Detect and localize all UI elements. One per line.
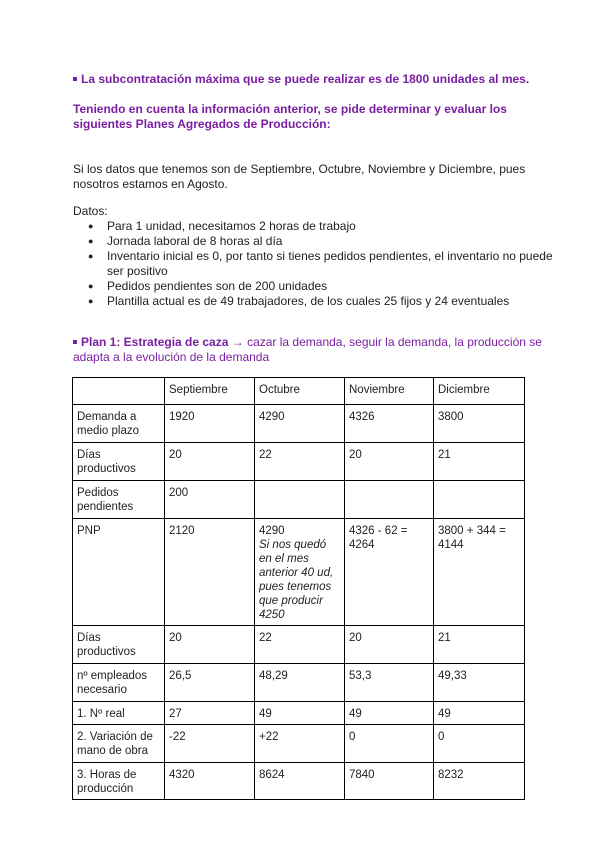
table-cell: 7840 — [345, 763, 434, 800]
datos-list — [73, 219, 562, 309]
row-label: nº empleados necesario — [73, 664, 165, 702]
table-cell: -22 — [165, 725, 255, 763]
table-cell: 8624 — [255, 763, 345, 800]
table-cell: 20 — [345, 626, 434, 664]
table-cell: 49,33 — [434, 664, 525, 702]
header-cell — [73, 378, 165, 405]
row-label: 3. Horas de producción — [73, 763, 165, 800]
plan1-line-1 — [73, 335, 542, 350]
plan1-desc-1: → cazar la demanda, seguir la demanda, la producción se — [231, 335, 542, 349]
list-item: ● Inventario inicial es 0, por tanto si tienes pedidos pendientes, el inventario no puede ser positivo — [73, 249, 562, 279]
table-cell — [255, 519, 345, 626]
table-row — [73, 481, 525, 519]
table-row — [73, 443, 525, 481]
table-cell: 22 — [255, 443, 345, 481]
table-cell: 21 — [434, 626, 525, 664]
list-item: ● Para 1 unidad, necesitamos 2 horas de trabajo — [73, 219, 562, 234]
context-line-2: nosotros estamos en Agosto. — [73, 177, 228, 191]
table-cell: 20 — [165, 443, 255, 481]
list-item: ● Pedidos pendientes son de 200 unidades — [73, 279, 562, 294]
row-label: Demanda a medio plazo — [73, 405, 165, 443]
header-cell: Noviembre — [345, 378, 434, 405]
row-label: Días productivos — [73, 443, 165, 481]
table-cell: 4320 — [165, 763, 255, 800]
table-cell: 4326 — [345, 405, 434, 443]
table-cell: 48,29 — [255, 664, 345, 702]
table-cell — [345, 481, 434, 519]
header-cell: Diciembre — [434, 378, 525, 405]
table-cell: 22 — [255, 626, 345, 664]
table-cell: 49 — [345, 702, 434, 725]
square-bullet-icon — [73, 77, 77, 81]
datos-label: Datos: — [73, 204, 108, 218]
list-item: ● Jornada laboral de 8 horas al día — [73, 234, 562, 249]
subcontract-text: La subcontratación máxima que se puede realizar es de 1800 unidades al mes. — [81, 72, 530, 86]
subcontract-line — [73, 72, 529, 87]
heading-line-2: siguientes Planes Agregados de Producción: — [73, 117, 331, 131]
table-cell: 0 — [345, 725, 434, 763]
table-cell: 20 — [345, 443, 434, 481]
row-label: Días productivos — [73, 626, 165, 664]
table-header-row — [73, 378, 525, 405]
table-cell: 20 — [165, 626, 255, 664]
table-cell: 0 — [434, 725, 525, 763]
table-row — [73, 763, 525, 800]
plan1-title: Plan 1: Estrategia de caza — [81, 335, 229, 349]
table-cell: +22 — [255, 725, 345, 763]
table-cell — [255, 481, 345, 519]
table-cell: 2120 — [165, 519, 255, 626]
table-cell: 3800 + 344 = 4144 — [434, 519, 525, 626]
table-row — [73, 519, 525, 626]
row-label: 2. Variación de mano de obra — [73, 725, 165, 763]
table-cell: 4290 — [255, 405, 345, 443]
table-cell: 8232 — [434, 763, 525, 800]
list-item: ● Plantilla actual es de 49 trabajadores, de los cuales 25 fijos y 24 eventuales — [73, 294, 562, 309]
square-bullet-icon — [73, 340, 77, 344]
row-label: 1. Nº real — [73, 702, 165, 725]
heading-line-1: Teniendo en cuenta la información anterior, se pide determinar y evaluar los — [73, 102, 507, 116]
table-cell: 53,3 — [345, 664, 434, 702]
header-cell: Septiembre — [165, 378, 255, 405]
table-cell: 3800 — [434, 405, 525, 443]
table-cell: 1920 — [165, 405, 255, 443]
table-row — [73, 405, 525, 443]
table-cell: 27 — [165, 702, 255, 725]
row-label: Pedidos pendientes — [73, 481, 165, 519]
plan1-table — [72, 377, 525, 800]
pnp-october-value: 4290 — [259, 525, 285, 537]
table-cell: 21 — [434, 443, 525, 481]
table-cell: 26,5 — [165, 664, 255, 702]
context-line-1: Si los datos que tenemos son de Septiembre, Octubre, Noviembre y Diciembre, pues — [73, 162, 526, 176]
table-row — [73, 664, 525, 702]
table-row — [73, 725, 525, 763]
header-cell: Octubre — [255, 378, 345, 405]
table-cell: 49 — [434, 702, 525, 725]
table-cell — [434, 481, 525, 519]
table-cell: 200 — [165, 481, 255, 519]
plan1-desc-2: adapta a la evolución de la demanda — [73, 350, 270, 364]
table-row — [73, 626, 525, 664]
table-cell: 4326 - 62 = 4264 — [345, 519, 434, 626]
table-row — [73, 702, 525, 725]
pnp-october-note: Si nos quedó en el mes anterior 40 ud, pues tenemos que producir 4250 — [259, 539, 334, 621]
table-cell: 49 — [255, 702, 345, 725]
row-label: PNP — [73, 519, 165, 626]
